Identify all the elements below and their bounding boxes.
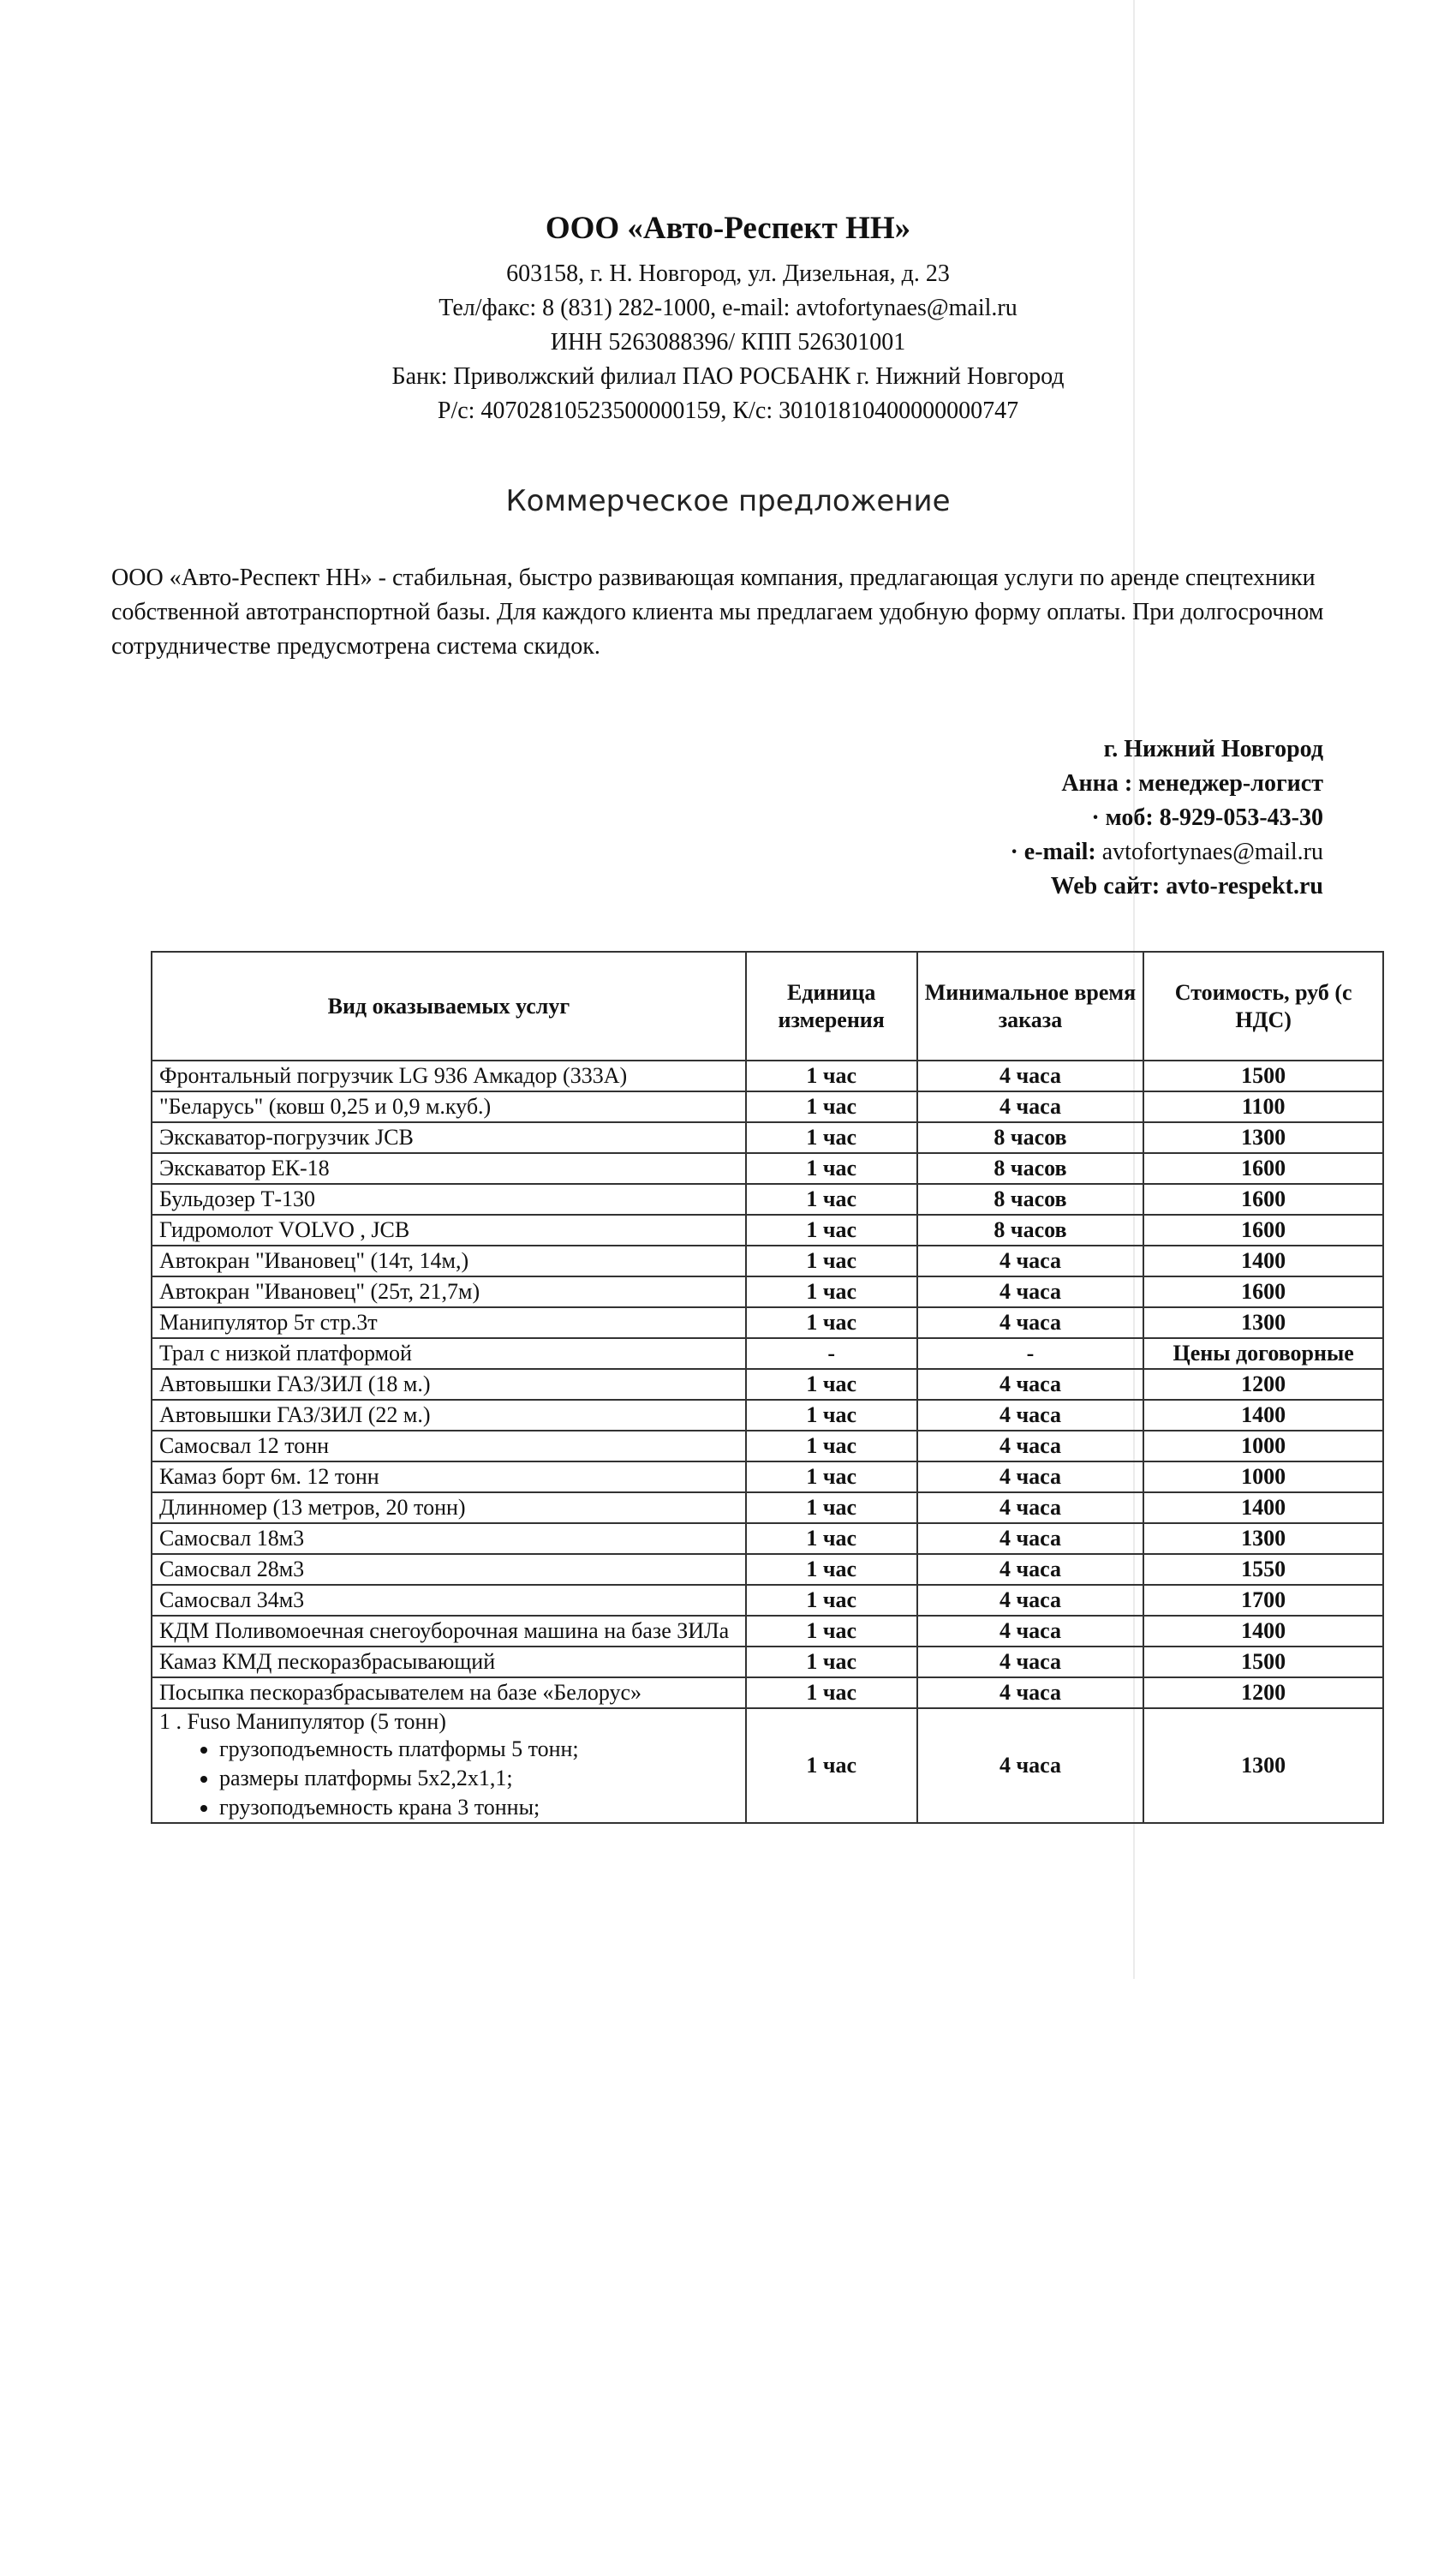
cell-min-time: 4 часа (917, 1091, 1144, 1122)
cell-min-time: 4 часа (917, 1554, 1144, 1585)
email-label: · e-mail: (1010, 839, 1096, 865)
fuso-spec-item: • размеры платформы 5х2,2х1,1; (219, 1764, 738, 1793)
cell-service: Экскаватор ЕК-18 (152, 1153, 746, 1184)
cell-service: Автовышки ГАЗ/ЗИЛ (22 м.) (152, 1400, 746, 1431)
cell-service (152, 1708, 746, 1823)
cell-price: 1500 (1143, 1061, 1383, 1091)
cell-price: 1000 (1143, 1461, 1383, 1492)
contact-mobile (1010, 801, 1323, 835)
cell-price: 1300 (1143, 1523, 1383, 1554)
company-phone-email: Тел/факс: 8 (831) 282-1000, e-mail: avtofortynaes@mail.ru (439, 295, 1017, 321)
cell-min-time: 8 часов (917, 1153, 1144, 1184)
cell-price: 1500 (1143, 1647, 1383, 1677)
cell-min-time: 8 часов (917, 1215, 1144, 1246)
fuso-spec-item: • грузоподъемность платформы 5 тонн; (219, 1735, 738, 1764)
cell-price: 1000 (1143, 1431, 1383, 1461)
company-bank: Банк: Приволжский филиал ПАО РОСБАНК г. Нижний Новгород (391, 363, 1065, 390)
table-header-row (152, 952, 1383, 1061)
cell-price: 1400 (1143, 1246, 1383, 1276)
cell-min-time: 4 часа (917, 1708, 1144, 1823)
cell-unit: 1 час (746, 1400, 917, 1431)
company-accounts: Р/с: 40702810523500000159, К/с: 30101810400000000747 (437, 397, 1019, 424)
cell-price: 1600 (1143, 1276, 1383, 1307)
cell-unit: 1 час (746, 1647, 917, 1677)
cell-service: Посыпка пескоразбрасывателем на базе «Белорус» (152, 1677, 746, 1708)
table-row (152, 1400, 1383, 1431)
mobile-label: · моб: (1091, 804, 1154, 831)
table-row (152, 1369, 1383, 1400)
contact-manager: Анна : менеджер-логист (1061, 770, 1323, 797)
cell-price: 1200 (1143, 1677, 1383, 1708)
cell-service: Бульдозер Т-130 (152, 1184, 746, 1215)
price-table (151, 951, 1384, 1824)
cell-unit: 1 час (746, 1061, 917, 1091)
fuso-spec-item: • грузоподъемность крана 3 тонны; (219, 1793, 738, 1822)
cell-price: 1200 (1143, 1369, 1383, 1400)
cell-min-time: 4 часа (917, 1677, 1144, 1708)
table-row (152, 1307, 1383, 1338)
cell-price: 1100 (1143, 1091, 1383, 1122)
table-row (152, 1246, 1383, 1276)
table-row (152, 1647, 1383, 1677)
cell-service: Трал с низкой платформой (152, 1338, 746, 1369)
table-body (152, 1061, 1383, 1708)
contact-email (1010, 835, 1323, 870)
cell-min-time: 4 часа (917, 1461, 1144, 1492)
mobile-value: 8-929-053-43-30 (1159, 804, 1323, 831)
cell-unit: 1 час (746, 1184, 917, 1215)
cell-service: Манипулятор 5т стр.3т (152, 1307, 746, 1338)
company-address: 603158, г. Н. Новгород, ул. Дизельная, д. 23 (506, 260, 950, 287)
cell-unit: 1 час (746, 1369, 917, 1400)
table-row (152, 1677, 1383, 1708)
cell-unit: 1 час (746, 1492, 917, 1523)
cell-service: Самосвал 12 тонн (152, 1431, 746, 1461)
cell-unit: 1 час (746, 1276, 917, 1307)
cell-price: 1600 (1143, 1184, 1383, 1215)
cell-unit: 1 час (746, 1708, 917, 1823)
cell-min-time: 4 часа (917, 1061, 1144, 1091)
email-value[interactable]: avtofortynaes@mail.ru (1101, 839, 1323, 865)
cell-unit: 1 час (746, 1091, 917, 1122)
cell-service: Экскаватор-погрузчик JCB (152, 1122, 746, 1153)
company-name: ООО «Авто-Респект НН» (545, 211, 911, 246)
table-row (152, 1461, 1383, 1492)
header-min-time: Минимальное время заказа (917, 952, 1144, 1061)
header-service: Вид оказываемых услуг (152, 952, 746, 1061)
cell-service: Длинномер (13 метров, 20 тонн) (152, 1492, 746, 1523)
cell-min-time: 8 часов (917, 1184, 1144, 1215)
cell-service: Самосвал 18м3 (152, 1523, 746, 1554)
table-row (152, 1523, 1383, 1554)
cell-service: "Беларусь" (ковш 0,25 и 0,9 м.куб.) (152, 1091, 746, 1122)
cell-unit: 1 час (746, 1523, 917, 1554)
cell-min-time: 8 часов (917, 1122, 1144, 1153)
cell-price: 1400 (1143, 1616, 1383, 1647)
table-row (152, 1061, 1383, 1091)
cell-min-time: 4 часа (917, 1431, 1144, 1461)
cell-service: Самосвал 34м3 (152, 1585, 746, 1616)
cell-unit: 1 час (746, 1153, 917, 1184)
cell-price: 1300 (1143, 1708, 1383, 1823)
cell-service: Фронтальный погрузчик LG 936 Амкадор (333А) (152, 1061, 746, 1091)
cell-min-time: 4 часа (917, 1307, 1144, 1338)
fuso-title: 1 . Fuso Манипулятор (5 тонн) (159, 1709, 446, 1734)
web-value[interactable]: avto-respekt.ru (1166, 873, 1323, 900)
header-unit: Единица измерения (746, 952, 917, 1061)
cell-min-time: - (917, 1338, 1144, 1369)
contact-city: г. Нижний Новгород (1103, 736, 1323, 762)
cell-service: Автокран "Ивановец" (25т, 21,7м) (152, 1276, 746, 1307)
table-row (152, 1184, 1383, 1215)
header-price: Стоимость, руб (с НДС) (1143, 952, 1383, 1061)
cell-price: 1600 (1143, 1215, 1383, 1246)
table-row (152, 1122, 1383, 1153)
cell-price: 1400 (1143, 1400, 1383, 1431)
cell-service: Гидромолот VOLVO , JCB (152, 1215, 746, 1246)
cell-min-time: 4 часа (917, 1492, 1144, 1523)
table-row (152, 1276, 1383, 1307)
company-inn-kpp: ИНН 5263088396/ КПП 526301001 (550, 329, 906, 356)
cell-unit: 1 час (746, 1677, 917, 1708)
cell-min-time: 4 часа (917, 1523, 1144, 1554)
cell-min-time: 4 часа (917, 1276, 1144, 1307)
cell-unit: 1 час (746, 1616, 917, 1647)
cell-min-time: 4 часа (917, 1246, 1144, 1276)
table-row (152, 1585, 1383, 1616)
table-last-section (152, 1708, 1383, 1823)
table-row (152, 1431, 1383, 1461)
cell-service: Камаз КМД пескоразбрасывающий (152, 1647, 746, 1677)
web-label: Web сайт: (1050, 873, 1161, 900)
table-row (152, 1554, 1383, 1585)
table-row (152, 1616, 1383, 1647)
cell-min-time: 4 часа (917, 1616, 1144, 1647)
cell-service: Автовышки ГАЗ/ЗИЛ (18 м.) (152, 1369, 746, 1400)
table-row (152, 1091, 1383, 1122)
table-row (152, 1492, 1383, 1523)
cell-min-time: 4 часа (917, 1585, 1144, 1616)
cell-unit: 1 час (746, 1461, 917, 1492)
cell-price: 1300 (1143, 1307, 1383, 1338)
cell-price: Цены договорные (1143, 1338, 1383, 1369)
letterhead (0, 210, 1456, 428)
cell-unit: 1 час (746, 1554, 917, 1585)
cell-price: 1550 (1143, 1554, 1383, 1585)
cell-unit: 1 час (746, 1307, 917, 1338)
cell-price: 1300 (1143, 1122, 1383, 1153)
fuso-spec-list (159, 1735, 738, 1822)
cell-unit: 1 час (746, 1585, 917, 1616)
cell-unit: 1 час (746, 1431, 917, 1461)
cell-service: Автокран "Ивановец" (14т, 14м,) (152, 1246, 746, 1276)
cell-unit: 1 час (746, 1215, 917, 1246)
cell-unit: - (746, 1338, 917, 1369)
cell-unit: 1 час (746, 1122, 917, 1153)
contact-block (1010, 732, 1323, 904)
page-title: Коммерческое предложение (505, 484, 951, 518)
table-row-fuso (152, 1708, 1383, 1823)
cell-price: 1600 (1143, 1153, 1383, 1184)
cell-price: 1700 (1143, 1585, 1383, 1616)
cell-service: Камаз борт 6м. 12 тонн (152, 1461, 746, 1492)
contact-web (1010, 870, 1323, 904)
cell-price: 1400 (1143, 1492, 1383, 1523)
intro-paragraph: ООО «Авто-Респект НН» - стабильная, быстро развивающая компания, предлагающая услуги по аренде спецтехники собственной автотранспортной базы. Для каждого клиента мы предлагаем удобную форму оплаты. При долгосрочном сотрудничестве предусмотрена система скидок. (111, 565, 1324, 660)
cell-service: КДМ Поливомоечная снегоуборочная машина на базе ЗИЛа (152, 1616, 746, 1647)
table-row (152, 1215, 1383, 1246)
table-row (152, 1153, 1383, 1184)
cell-min-time: 4 часа (917, 1369, 1144, 1400)
cell-service: Самосвал 28м3 (152, 1554, 746, 1585)
cell-min-time: 4 часа (917, 1400, 1144, 1431)
cell-min-time: 4 часа (917, 1647, 1144, 1677)
cell-unit: 1 час (746, 1246, 917, 1276)
table-row (152, 1338, 1383, 1369)
